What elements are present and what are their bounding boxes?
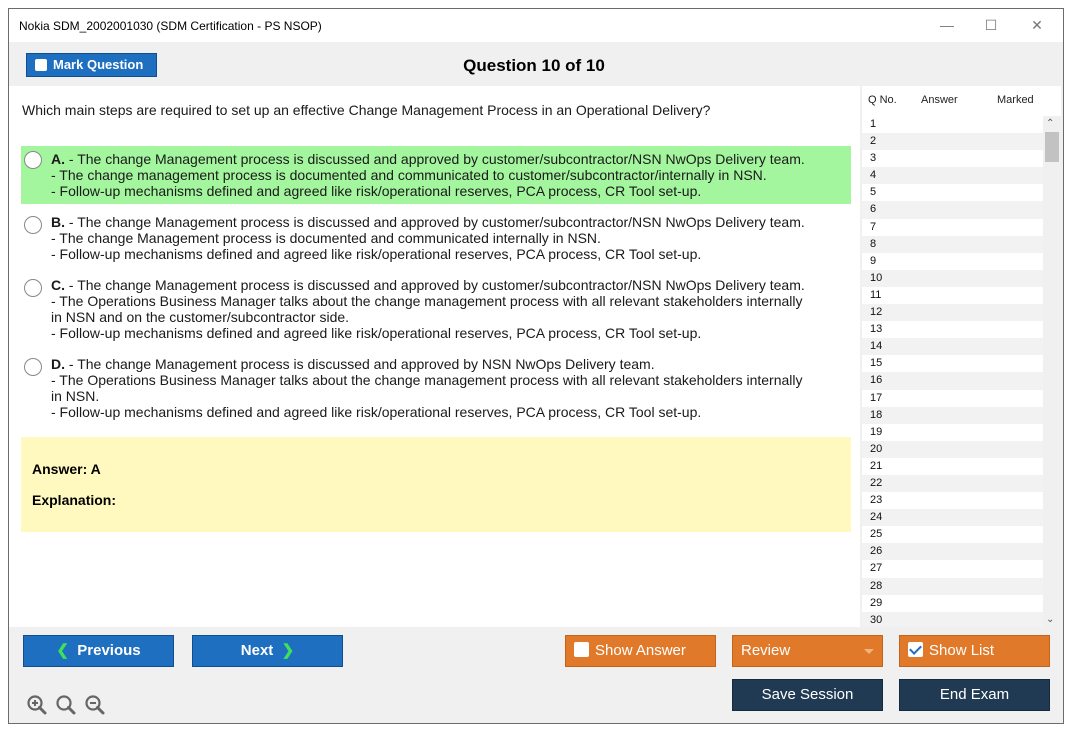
option-letter: C. (51, 277, 65, 293)
show-list-label: Show List (929, 642, 995, 659)
option-line: - The Operations Business Manager talks about the change management process with all relevant stakeholders internally (51, 293, 803, 309)
option-c[interactable] (21, 277, 851, 341)
previous-button[interactable] (23, 635, 174, 667)
chevron-right-icon: ❯ (281, 642, 295, 659)
option-d-text (51, 356, 851, 420)
end-exam-button[interactable] (899, 679, 1050, 711)
next-label: Next (240, 642, 274, 659)
option-letter: B. (51, 214, 65, 230)
save-session-button[interactable] (732, 679, 883, 711)
question-list-row[interactable]: 21 (862, 458, 1043, 475)
question-list-row[interactable]: 13 (862, 321, 1043, 338)
question-list-row[interactable]: 6 (862, 201, 1043, 218)
question-list-row[interactable]: 23 (862, 492, 1043, 509)
question-list-row[interactable]: 19 (862, 424, 1043, 441)
question-list-row[interactable]: 5 (862, 184, 1043, 201)
show-answer-button[interactable] (565, 635, 716, 667)
zoom-out-icon[interactable] (84, 694, 106, 716)
question-list-row[interactable]: 28 (862, 578, 1043, 595)
show-list-button[interactable] (899, 635, 1050, 667)
question-list-row[interactable]: 1 (862, 116, 1043, 133)
question-toolbar (9, 42, 1063, 86)
radio-option-b[interactable] (24, 216, 42, 234)
question-list-rows (862, 116, 1043, 629)
option-line: - Follow-up mechanisms defined and agreed like risk/operational reserves, PCA process, CR Tool set-up. (51, 325, 702, 341)
question-counter: Question 10 of 10 (463, 56, 605, 75)
checkbox-icon (574, 642, 589, 657)
option-line: - Follow-up mechanisms defined and agreed like risk/operational reserves, PCA process, CR Tool set-up. (51, 183, 702, 199)
option-d[interactable] (21, 356, 851, 420)
option-a-text (51, 151, 851, 199)
option-line: - Follow-up mechanisms defined and agreed like risk/operational reserves, PCA process, CR Tool set-up. (51, 246, 702, 262)
question-list-row[interactable]: 17 (862, 390, 1043, 407)
show-answer-label: Show Answer (595, 642, 686, 659)
radio-option-a[interactable] (24, 151, 42, 169)
question-list-row[interactable]: 20 (862, 441, 1043, 458)
question-list-row[interactable]: 24 (862, 509, 1043, 526)
review-dropdown[interactable] (732, 635, 883, 667)
checkbox-checked-icon (908, 642, 923, 657)
question-list-row[interactable]: 4 (862, 167, 1043, 184)
question-list-row[interactable]: 12 (862, 304, 1043, 321)
option-line: - The change Management process is discussed and approved by NSN NwOps Delivery team. (65, 356, 655, 372)
end-exam-label: End Exam (939, 686, 1010, 703)
question-text: Which main steps are required to set up an effective Change Management Process in an Operational Delivery? (22, 102, 711, 118)
option-line: - The change Management process is documented and communicated internally in NSN. (51, 230, 601, 246)
checkbox-icon (35, 59, 47, 71)
scroll-up-icon[interactable]: ⌃ (1046, 118, 1055, 129)
question-list-row[interactable]: 27 (862, 560, 1043, 577)
explanation-label: Explanation: (32, 492, 117, 508)
question-panel (9, 86, 860, 627)
column-header-marked[interactable]: Marked (997, 94, 1034, 106)
list-scrollbar[interactable] (1043, 116, 1061, 627)
previous-label: Previous (77, 642, 141, 659)
chevron-left-icon: ❮ (56, 642, 69, 659)
question-list-row[interactable]: 22 (862, 475, 1043, 492)
maximize-icon[interactable]: ☐ (984, 17, 998, 33)
option-line: - The Operations Business Manager talks about the change management process with all relevant stakeholders internally (51, 372, 803, 388)
option-line: in NSN and on the customer/subcontractor side. (51, 309, 350, 325)
minimize-icon[interactable]: — (940, 17, 954, 33)
option-a[interactable] (21, 146, 851, 204)
question-list-row[interactable]: 7 (862, 219, 1043, 236)
answer-panel (21, 437, 851, 532)
question-list-row[interactable]: 11 (862, 287, 1043, 304)
save-session-label: Save Session (761, 686, 854, 703)
title-bar (9, 9, 1063, 42)
next-button[interactable] (192, 635, 343, 667)
scroll-down-icon[interactable]: ⌄ (1046, 614, 1055, 625)
option-b-text (51, 214, 851, 262)
option-line: - Follow-up mechanisms defined and agreed like risk/operational reserves, PCA process, CR Tool set-up. (51, 404, 702, 420)
option-letter: A. (51, 151, 65, 167)
mark-question-label: Mark Question (53, 57, 144, 72)
zoom-reset-icon[interactable] (55, 694, 77, 716)
question-list (862, 86, 1061, 627)
question-list-row[interactable]: 2 (862, 133, 1043, 150)
window-title: Nokia SDM_2002001030 (SDM Certification - PS NSOP) (19, 19, 322, 33)
option-line: - The change management process is documented and communicated to customer/subcontractor/internally in NSN. (51, 167, 767, 183)
option-line: - The change Management process is discussed and approved by customer/subcontractor/NSN NwOps Delivery team. (65, 214, 805, 230)
option-b[interactable] (21, 214, 851, 262)
radio-option-c[interactable] (24, 279, 42, 297)
radio-option-d[interactable] (24, 358, 42, 376)
question-list-row[interactable]: 3 (862, 150, 1043, 167)
question-list-row[interactable]: 10 (862, 270, 1043, 287)
question-list-row[interactable]: 29 (862, 595, 1043, 612)
exam-window (8, 8, 1064, 724)
question-list-header (862, 86, 1061, 116)
question-list-row[interactable]: 26 (862, 543, 1043, 560)
column-header-answer[interactable]: Answer (921, 94, 958, 106)
option-line: - The change Management process is discussed and approved by customer/subcontractor/NSN NwOps Delivery team. (65, 277, 805, 293)
scrollbar-thumb[interactable] (1045, 132, 1059, 162)
close-icon[interactable]: ✕ (1031, 17, 1043, 33)
question-list-row[interactable]: 30 (862, 612, 1043, 629)
question-list-row[interactable]: 9 (862, 253, 1043, 270)
question-list-row[interactable]: 16 (862, 372, 1043, 389)
option-letter: D. (51, 356, 65, 372)
option-c-text (51, 277, 851, 341)
option-line: in NSN. (51, 388, 100, 404)
review-label: Review (741, 642, 791, 659)
question-list-row[interactable]: 8 (862, 236, 1043, 253)
question-list-row[interactable]: 18 (862, 407, 1043, 424)
question-list-row[interactable]: 14 (862, 338, 1043, 355)
zoom-in-icon[interactable] (26, 694, 48, 716)
question-list-row[interactable]: 25 (862, 526, 1043, 543)
mark-question-button[interactable] (26, 53, 157, 77)
answer-label: Answer: A (32, 461, 101, 477)
bottom-toolbar (9, 627, 1063, 724)
question-list-row[interactable]: 15 (862, 355, 1043, 372)
chevron-down-icon (864, 649, 874, 654)
option-line: - The change Management process is discussed and approved by customer/subcontractor/NSN NwOps Delivery team. (65, 151, 805, 167)
column-header-qno[interactable]: Q No. (868, 94, 897, 106)
